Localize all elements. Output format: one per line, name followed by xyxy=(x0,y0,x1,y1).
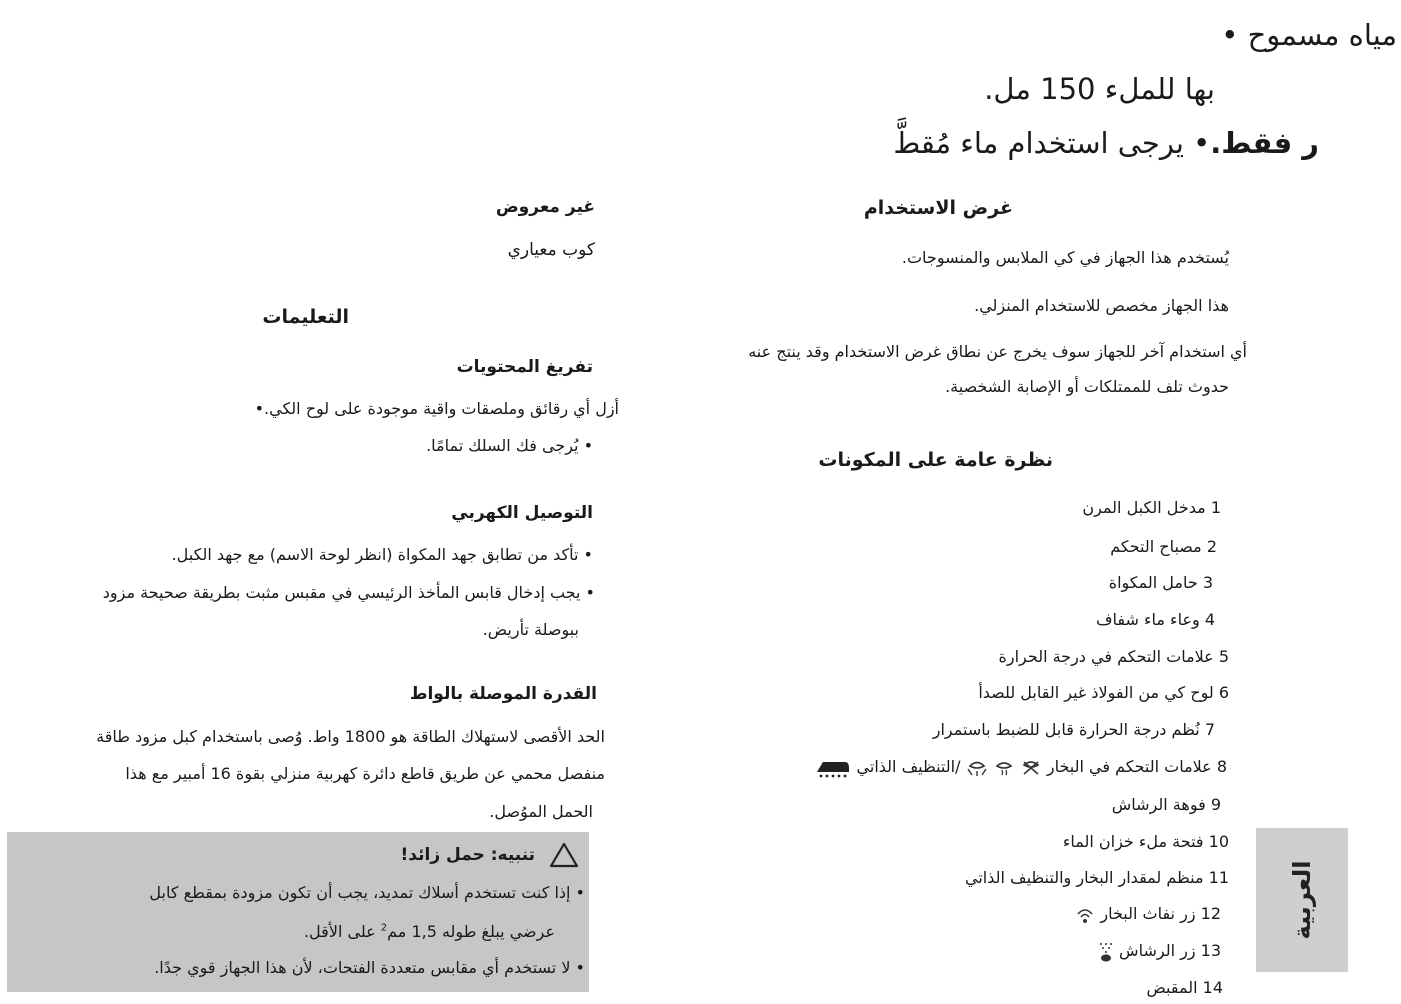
component-item-8-label: 8 علامات التحكم في البخار xyxy=(1046,757,1227,776)
power-heading: القدرة الموصلة بالواط xyxy=(409,684,597,704)
top-line-3-bold: ر فقط. xyxy=(1210,126,1319,160)
component-item-7: 7 نُظم درجة الحرارة قابل للضبط باستمرار xyxy=(932,720,1215,739)
intended-use-p2: هذا الجهاز مخصص للاستخدام المنزلي. xyxy=(974,296,1229,315)
component-item-11: 11 منظم لمقدار البخار والتنظيف الذاتي xyxy=(965,868,1229,887)
top-line-3 xyxy=(893,126,1319,160)
power-line-2: منفصل محمي عن طريق قاطع دائرة كهربية منزلي بقوة 16 أمبير مع هذا xyxy=(125,764,605,783)
top-line-1: مياه مسموح • xyxy=(1221,18,1397,52)
top-line-2: بها للملء 150 مل. xyxy=(984,72,1215,106)
component-item-13 xyxy=(1098,941,1221,962)
language-side-tab xyxy=(1256,828,1348,972)
warning-title-text: تنبيه: حمل زائد! xyxy=(400,845,536,865)
not-shown-label: غير معروض xyxy=(495,197,595,217)
measuring-cup-label: كوب معياري xyxy=(507,240,595,260)
warning-bullet-1-line1: • إذا كنت تستخدم أسلاك تمديد، يجب أن تكون مزودة بمقطع كابل xyxy=(149,883,585,902)
intended-use-p3-line2: حدوث تلف للممتلكات أو الإصابة الشخصية. xyxy=(945,377,1229,396)
intended-use-heading: غرض الاستخدام xyxy=(863,197,1013,219)
spray-icon xyxy=(1098,942,1114,962)
component-item-4: 4 وعاء ماء شفاف xyxy=(1095,610,1215,629)
component-item-3: 3 حامل المكواة xyxy=(1108,573,1213,592)
component-item-10: 10 فتحة ملء خزان الماء xyxy=(1062,832,1229,851)
component-item-8-suffix: /التنظيف الذاتي xyxy=(856,757,961,776)
warning-title xyxy=(401,842,579,868)
unpacking-heading: تفريغ المحتويات xyxy=(456,357,593,377)
component-item-12 xyxy=(1075,904,1221,924)
component-item-12-label: 12 زر نفاث البخار xyxy=(1100,904,1221,923)
top-line-3-rest: • يرجى استخدام ماء مُقطَّ xyxy=(893,126,1211,160)
warning-triangle-icon xyxy=(549,842,579,868)
component-item-13-label: 13 زر الرشاش xyxy=(1119,941,1221,960)
component-item-2: 2 مصباح التحكم xyxy=(1110,537,1217,556)
power-line-3: الحمل الموُصل. xyxy=(489,802,593,821)
component-item-8 xyxy=(815,757,1227,778)
no-steam-icon xyxy=(1020,760,1042,776)
warning-bullet-1-line2-a: عرضي يبلغ طوله 1,5 مم xyxy=(387,922,555,941)
electrical-heading: التوصيل الكهربي xyxy=(451,503,593,523)
power-line-1: الحد الأقصى لاستهلاك الطاقة هو 1800 واط. وُصى باستخدام كبل مزود طاقة xyxy=(96,727,605,746)
overlap-line: أزل أي رقائق وملصقات واقية موجودة على لوح الكي.• xyxy=(254,399,619,418)
intended-use-p3-line1: أي استخدام آخر للجهاز سوف يخرج عن نطاق غرض الاستخدام وقد ينتج عنه xyxy=(748,342,1247,361)
language-side-tab-label: العربية xyxy=(1288,860,1316,940)
instructions-heading: التعليمات xyxy=(262,306,349,328)
unpacking-bullet: • يُرجى فك السلك تمامًا. xyxy=(426,436,593,455)
steam-jet-icon xyxy=(1075,906,1095,924)
electrical-bullet-2-line2: ببوصلة تأريض. xyxy=(482,620,579,639)
steam-icon xyxy=(993,760,1015,776)
intended-use-p1: يُستخدم هذا الجهاز في كي الملابس والمنسوجات. xyxy=(901,248,1229,267)
component-item-1: 1 مدخل الكبل المرن xyxy=(1082,498,1221,517)
warning-bullet-1-line2-sup: 2 xyxy=(380,922,388,934)
self-clean-icon xyxy=(966,759,988,777)
components-heading: نظرة عامة على المكونات xyxy=(818,449,1053,471)
component-item-6: 6 لوح كي من الفولاذ غير القابل للصدأ xyxy=(978,683,1229,702)
warning-bullet-1-line2 xyxy=(304,922,555,941)
warning-bullet-2: • لا تستخدم أي مقابس متعددة الفتحات، لأن هذا الجهاز قوي جدًا. xyxy=(154,958,585,977)
iron-icon xyxy=(815,758,851,778)
component-item-5: 5 علامات التحكم في درجة الحرارة xyxy=(998,647,1229,666)
component-item-14: 14 المقبض xyxy=(1146,978,1223,997)
warning-bullet-1-line2-b: على الأقل. xyxy=(303,922,381,941)
electrical-bullet-1: • تأكد من تطابق جهد المكواة (انظر لوحة الاسم) مع جهد الكبل. xyxy=(171,545,593,564)
electrical-bullet-2-line1: • يجب إدخال قابس المأخذ الرئيسي في مقبس مثبت بطريقة صحيحة مزود xyxy=(102,583,595,602)
component-item-9: 9 فوهة الرشاش xyxy=(1111,795,1221,814)
